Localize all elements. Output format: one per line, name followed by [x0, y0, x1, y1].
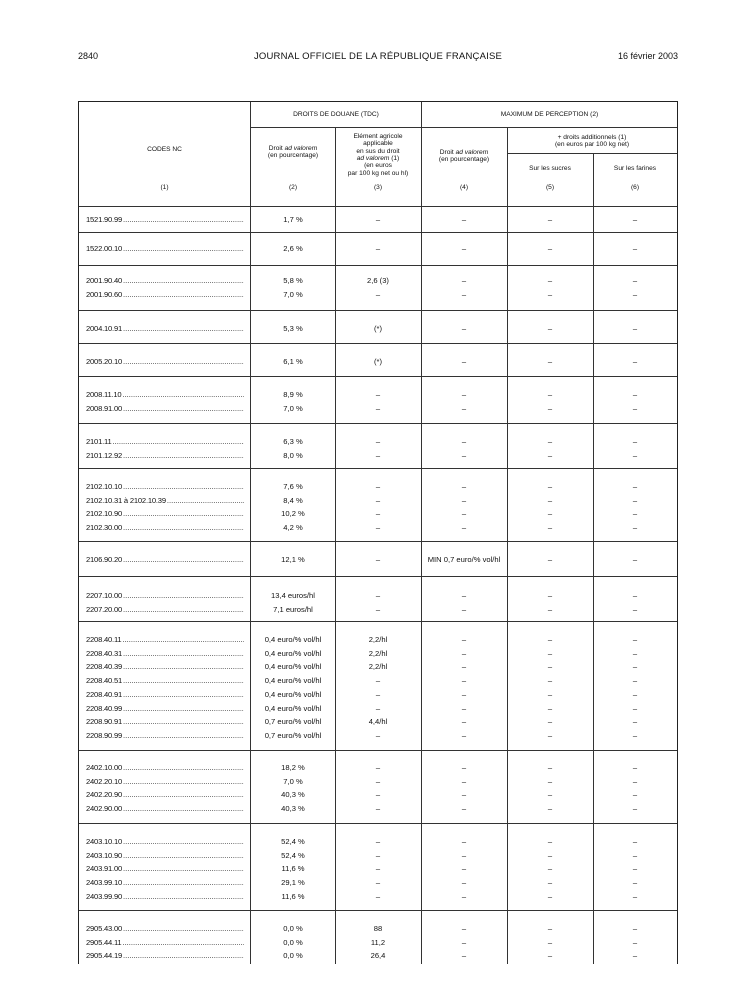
sugar-duty-cell: –: [547, 717, 553, 727]
agricultural-element-cell: 2,6 (3): [367, 276, 389, 285]
flour-duty-cell: –: [632, 591, 638, 600]
sugar-duty-cell: –: [547, 289, 553, 299]
flour-duty-cell: –: [632, 891, 638, 901]
agricultural-element-cell: 88: [373, 924, 383, 933]
table-row: [79, 553, 677, 567]
table-row: [79, 435, 677, 449]
duty-rate-cell: 8,4 %: [283, 495, 303, 505]
duty-rate-cell: 0,4 euro/% vol/hl: [264, 648, 322, 658]
column-number: (4): [459, 184, 469, 192]
row-group: [79, 343, 677, 377]
duty-rate-cell: 1,7 %: [283, 215, 303, 224]
flour-duty-cell: –: [632, 390, 638, 399]
agricultural-element-cell: –: [375, 450, 381, 460]
header-divider: [507, 153, 677, 154]
nc-code-cell: 2102.10.10 .....: [86, 480, 244, 494]
agricultural-element-cell: 2,2/hl: [368, 648, 388, 658]
max-ad-valorem-cell: –: [461, 689, 467, 699]
agricultural-element-cell: –: [375, 437, 381, 446]
nc-code-cell: 2403.10.90 .....: [86, 849, 244, 863]
max-ad-valorem-cell: –: [461, 776, 467, 786]
nc-code-cell: 2001.90.40 .....: [86, 274, 244, 288]
table-row: [79, 802, 677, 816]
table-row: [79, 402, 677, 416]
max-ad-valorem-cell: –: [461, 403, 467, 413]
sugar-duty-cell: –: [547, 482, 553, 491]
flour-duty-cell: –: [632, 937, 638, 947]
flour-duty-cell: –: [632, 450, 638, 460]
nc-code-cell: 2208.90.99 .....: [86, 729, 244, 743]
max-ad-valorem-cell: –: [461, 790, 467, 800]
table-row: [79, 355, 677, 369]
agricultural-element-cell: –: [375, 215, 381, 224]
max-ad-valorem-cell: –: [461, 648, 467, 658]
nc-code-cell: 2208.40.31 .....: [86, 647, 244, 661]
agricultural-element-cell: –: [375, 495, 381, 505]
flour-duty-cell: –: [632, 878, 638, 888]
sugar-duty-cell: –: [547, 555, 553, 564]
table-row: [79, 702, 677, 716]
column-number: (3): [373, 184, 383, 192]
sugar-duty-cell: –: [547, 951, 553, 961]
duty-rate-cell: 0,4 euro/% vol/hl: [264, 703, 322, 713]
agricultural-element-cell: –: [375, 730, 381, 740]
duty-rate-cell: 0,4 euro/% vol/hl: [264, 689, 322, 699]
sugar-duty-cell: –: [547, 703, 553, 713]
flour-duty-cell: –: [632, 215, 638, 224]
max-ad-valorem-cell: –: [461, 495, 467, 505]
table-row: [79, 274, 677, 288]
table-row: [79, 729, 677, 743]
row-group: [79, 376, 677, 424]
duty-rate-cell: 0,7 euro/% vol/hl: [264, 730, 322, 740]
agricultural-element-cell: 2,2/hl: [368, 662, 388, 672]
flour-duty-cell: –: [632, 324, 638, 333]
duty-rate-cell: 8,9 %: [283, 390, 303, 399]
table-row: [79, 647, 677, 661]
agricultural-element-cell: –: [375, 289, 381, 299]
duty-rate-cell: 0,0 %: [283, 937, 303, 947]
flour-duty-cell: –: [632, 676, 638, 686]
agricultural-element-cell: –: [375, 703, 381, 713]
nc-code-cell: 2101.12.92 .....: [86, 449, 244, 463]
nc-code-cell: 2208.90.91 .....: [86, 715, 244, 729]
header-droits-douane: DROITS DE DOUANE (TDC): [293, 110, 379, 118]
table-row: [79, 835, 677, 849]
sugar-duty-cell: –: [547, 850, 553, 860]
agricultural-element-cell: –: [375, 604, 381, 614]
agricultural-element-cell: (*): [373, 324, 382, 333]
flour-duty-cell: –: [632, 509, 638, 519]
flour-duty-cell: –: [632, 776, 638, 786]
nc-code-cell: 2102.10.31 à 2102.10.39 .....: [86, 494, 244, 508]
agricultural-element-cell: –: [375, 403, 381, 413]
agricultural-element-cell: –: [375, 776, 381, 786]
header-droits-additionnels: + droits additionnels (1) (en euros par 100 kg net): [554, 133, 630, 148]
table-row: [79, 288, 677, 302]
max-ad-valorem-cell: –: [461, 604, 467, 614]
flour-duty-cell: –: [632, 482, 638, 491]
duty-rate-cell: 7,0 %: [283, 403, 303, 413]
max-ad-valorem-cell: –: [461, 924, 467, 933]
nc-code-cell: 2402.90.00 .....: [86, 802, 244, 816]
agricultural-element-cell: –: [375, 763, 381, 772]
max-ad-valorem-cell: –: [461, 676, 467, 686]
flour-duty-cell: –: [632, 662, 638, 672]
table-row: [79, 788, 677, 802]
nc-code-cell: 2905.44.11 .....: [86, 936, 244, 950]
duty-rate-cell: 7,0 %: [283, 289, 303, 299]
table-row: [79, 494, 677, 508]
table-row: [79, 876, 677, 890]
nc-code-cell: 2106.90.20 .....: [86, 553, 244, 567]
max-ad-valorem-cell: –: [461, 324, 467, 333]
nc-code-cell: 2102.10.90 .....: [86, 507, 244, 521]
nc-code-cell: 2008.91.00 .....: [86, 402, 244, 416]
sugar-duty-cell: –: [547, 437, 553, 446]
table-row: [79, 936, 677, 950]
table-row: [79, 633, 677, 647]
flour-duty-cell: –: [632, 850, 638, 860]
table-row: [79, 213, 677, 227]
flour-duty-cell: –: [632, 289, 638, 299]
sugar-duty-cell: –: [547, 357, 553, 366]
duty-rate-cell: 4,2 %: [283, 523, 303, 533]
table-row: [79, 660, 677, 674]
max-ad-valorem-cell: –: [461, 730, 467, 740]
duty-rate-cell: 6,1 %: [283, 357, 303, 366]
nc-code-cell: 2005.20.10 .....: [86, 355, 244, 369]
nc-code-cell: 2207.20.00 .....: [86, 603, 244, 617]
nc-code-cell: 2208.40.99 .....: [86, 702, 244, 716]
table-row: [79, 922, 677, 936]
max-ad-valorem-cell: –: [461, 850, 467, 860]
max-ad-valorem-cell: –: [461, 591, 467, 600]
agricultural-element-cell: –: [375, 804, 381, 814]
duty-rate-cell: 0,0 %: [283, 924, 303, 933]
flour-duty-cell: –: [632, 437, 638, 446]
agricultural-element-cell: –: [375, 790, 381, 800]
table-row: [79, 603, 677, 617]
table-row: [79, 775, 677, 789]
row-group: [79, 750, 677, 824]
row-group: [79, 310, 677, 344]
nc-code-cell: 2208.40.91 .....: [86, 688, 244, 702]
agricultural-element-cell: –: [375, 676, 381, 686]
agricultural-element-cell: –: [375, 864, 381, 874]
sugar-duty-cell: –: [547, 276, 553, 285]
max-ad-valorem-cell: –: [461, 276, 467, 285]
header-codes-nc: CODES NC: [147, 146, 182, 154]
sugar-duty-cell: –: [547, 495, 553, 505]
sugar-duty-cell: –: [547, 878, 553, 888]
sugar-duty-cell: –: [547, 244, 553, 253]
nc-code-cell: 2403.99.10 .....: [86, 876, 244, 890]
max-ad-valorem-cell: –: [461, 357, 467, 366]
row-group: [79, 541, 677, 577]
header-col2: Droit ad valorem (en pourcentage): [267, 144, 319, 159]
sugar-duty-cell: –: [547, 662, 553, 672]
duty-rate-cell: 52,4 %: [281, 850, 305, 860]
table-row: [79, 949, 677, 963]
duty-rate-cell: 11,6 %: [281, 891, 305, 901]
sugar-duty-cell: –: [547, 324, 553, 333]
header-col6: Sur les farines: [613, 165, 657, 173]
max-ad-valorem-cell: –: [461, 878, 467, 888]
duty-rate-cell: 0,0 %: [283, 951, 303, 961]
nc-code-cell: 2101.11 .....: [86, 435, 244, 449]
sugar-duty-cell: –: [547, 730, 553, 740]
duty-rate-cell: 7,1 euros/hl: [273, 604, 313, 614]
duty-rate-cell: 29,1 %: [281, 878, 305, 888]
duty-rate-cell: 0,4 euro/% vol/hl: [264, 676, 322, 686]
nc-code-cell: 2102.30.00 .....: [86, 521, 244, 535]
sugar-duty-cell: –: [547, 403, 553, 413]
duty-rate-cell: 6,3 %: [283, 437, 303, 446]
column-number: (6): [630, 184, 640, 192]
header-col5: Sur les sucres: [529, 165, 571, 173]
flour-duty-cell: –: [632, 864, 638, 874]
flour-duty-cell: –: [632, 717, 638, 727]
agricultural-element-cell: –: [375, 555, 381, 564]
agricultural-element-cell: –: [375, 244, 381, 253]
agricultural-element-cell: –: [375, 509, 381, 519]
flour-duty-cell: –: [632, 635, 638, 644]
nc-code-cell: 2208.40.11 .....: [86, 633, 244, 647]
sugar-duty-cell: –: [547, 523, 553, 533]
page-number: 2840: [78, 51, 99, 61]
sugar-duty-cell: –: [547, 763, 553, 772]
nc-code-cell: 2403.10.10 .....: [86, 835, 244, 849]
flour-duty-cell: –: [632, 730, 638, 740]
nc-code-cell: 2008.11.10 .....: [86, 388, 244, 402]
tariff-table: [78, 101, 678, 964]
row-group: [79, 621, 677, 751]
max-ad-valorem-cell: –: [461, 763, 467, 772]
sugar-duty-cell: –: [547, 924, 553, 933]
agricultural-element-cell: –: [375, 482, 381, 491]
max-ad-valorem-cell: –: [461, 662, 467, 672]
column-number: (2): [288, 184, 298, 192]
table-row: [79, 521, 677, 535]
max-ad-valorem-cell: –: [461, 891, 467, 901]
duty-rate-cell: 0,4 euro/% vol/hl: [264, 662, 322, 672]
row-group: [79, 207, 677, 233]
flour-duty-cell: –: [632, 924, 638, 933]
max-ad-valorem-cell: –: [461, 864, 467, 874]
max-ad-valorem-cell: –: [461, 450, 467, 460]
nc-code-cell: 2905.43.00 .....: [86, 922, 244, 936]
row-group: [79, 232, 677, 266]
max-ad-valorem-cell: –: [461, 390, 467, 399]
max-ad-valorem-cell: –: [461, 509, 467, 519]
max-ad-valorem-cell: –: [461, 937, 467, 947]
flour-duty-cell: –: [632, 703, 638, 713]
duty-rate-cell: 5,8 %: [283, 276, 303, 285]
agricultural-element-cell: –: [375, 850, 381, 860]
duty-rate-cell: 0,7 euro/% vol/hl: [264, 717, 322, 727]
sugar-duty-cell: –: [547, 648, 553, 658]
flour-duty-cell: –: [632, 495, 638, 505]
duty-rate-cell: 13,4 euros/hl: [271, 591, 315, 600]
sugar-duty-cell: –: [547, 215, 553, 224]
header-divider: [250, 127, 677, 128]
sugar-duty-cell: –: [547, 790, 553, 800]
max-ad-valorem-cell: –: [461, 717, 467, 727]
table-row: [79, 322, 677, 336]
duty-rate-cell: 11,6 %: [281, 864, 305, 874]
agricultural-element-cell: 26,4: [370, 951, 386, 961]
row-group: [79, 468, 677, 542]
max-ad-valorem-cell: –: [461, 244, 467, 253]
row-group: [79, 823, 677, 911]
sugar-duty-cell: –: [547, 891, 553, 901]
column-number: (1): [160, 184, 169, 192]
row-group: [79, 576, 677, 622]
duty-rate-cell: 12,1 %: [281, 555, 305, 564]
table-row: [79, 242, 677, 256]
nc-code-cell: 1521.90.99 .....: [86, 213, 244, 227]
table-row: [79, 862, 677, 876]
nc-code-cell: 2207.10.00 .....: [86, 589, 244, 603]
duty-rate-cell: 8,0 %: [283, 450, 303, 460]
flour-duty-cell: –: [632, 357, 638, 366]
max-ad-valorem-cell: –: [461, 215, 467, 224]
nc-code-cell: 2402.10.00 .....: [86, 761, 244, 775]
flour-duty-cell: –: [632, 790, 638, 800]
duty-rate-cell: 52,4 %: [281, 837, 305, 846]
nc-code-cell: 2403.91.00 .....: [86, 862, 244, 876]
nc-code-cell: 2403.99.90 .....: [86, 890, 244, 904]
nc-code-cell: 2004.10.91 .....: [86, 322, 244, 336]
agricultural-element-cell: –: [375, 878, 381, 888]
row-group: [79, 910, 677, 964]
sugar-duty-cell: –: [547, 635, 553, 644]
flour-duty-cell: –: [632, 555, 638, 564]
agricultural-element-cell: 2,2/hl: [368, 635, 388, 644]
agricultural-element-cell: –: [375, 837, 381, 846]
sugar-duty-cell: –: [547, 390, 553, 399]
agricultural-element-cell: –: [375, 891, 381, 901]
agricultural-element-cell: 11,2: [370, 937, 386, 947]
table-row: [79, 674, 677, 688]
duty-rate-cell: 7,6 %: [283, 482, 303, 491]
nc-code-cell: 2001.90.60 .....: [86, 288, 244, 302]
table-row: [79, 480, 677, 494]
table-row: [79, 688, 677, 702]
row-group: [79, 423, 677, 469]
flour-duty-cell: –: [632, 951, 638, 961]
flour-duty-cell: –: [632, 523, 638, 533]
flour-duty-cell: –: [632, 648, 638, 658]
row-group: [79, 265, 677, 311]
sugar-duty-cell: –: [547, 450, 553, 460]
max-ad-valorem-cell: –: [461, 951, 467, 961]
max-ad-valorem-cell: –: [461, 703, 467, 713]
max-ad-valorem-cell: MIN 0,7 euro/% vol/hl: [427, 555, 501, 564]
header-col4: Droit ad valorem (en pourcentage): [438, 148, 490, 163]
agricultural-element-cell: –: [375, 523, 381, 533]
table-row: [79, 849, 677, 863]
duty-rate-cell: 10,2 %: [281, 509, 305, 519]
table-row: [79, 507, 677, 521]
duty-rate-cell: 7,0 %: [283, 776, 303, 786]
flour-duty-cell: –: [632, 804, 638, 814]
flour-duty-cell: –: [632, 403, 638, 413]
duty-rate-cell: 40,3 %: [281, 804, 305, 814]
sugar-duty-cell: –: [547, 804, 553, 814]
agricultural-element-cell: –: [375, 390, 381, 399]
sugar-duty-cell: –: [547, 864, 553, 874]
nc-code-cell: 2208.40.39 .....: [86, 660, 244, 674]
duty-rate-cell: 40,3 %: [281, 790, 305, 800]
table-row: [79, 388, 677, 402]
sugar-duty-cell: –: [547, 604, 553, 614]
table-row: [79, 761, 677, 775]
flour-duty-cell: –: [632, 276, 638, 285]
nc-code-cell: 2402.20.90 .....: [86, 788, 244, 802]
sugar-duty-cell: –: [547, 509, 553, 519]
max-ad-valorem-cell: –: [461, 523, 467, 533]
flour-duty-cell: –: [632, 763, 638, 772]
sugar-duty-cell: –: [547, 937, 553, 947]
sugar-duty-cell: –: [547, 676, 553, 686]
max-ad-valorem-cell: –: [461, 837, 467, 846]
agricultural-element-cell: –: [375, 689, 381, 699]
nc-code-cell: 2905.44.19 .....: [86, 949, 244, 963]
table-row: [79, 890, 677, 904]
header-maximum-perception: MAXIMUM DE PERCEPTION (2): [500, 110, 599, 118]
max-ad-valorem-cell: –: [461, 289, 467, 299]
table-row: [79, 449, 677, 463]
page-header: [78, 51, 678, 65]
duty-rate-cell: 0,4 euro/% vol/hl: [264, 635, 322, 644]
max-ad-valorem-cell: –: [461, 635, 467, 644]
publication-date: 16 février 2003: [617, 51, 678, 61]
sugar-duty-cell: –: [547, 776, 553, 786]
duty-rate-cell: 2,6 %: [283, 244, 303, 253]
flour-duty-cell: –: [632, 604, 638, 614]
nc-code-cell: 2208.40.51 .....: [86, 674, 244, 688]
agricultural-element-cell: –: [375, 591, 381, 600]
table-row: [79, 715, 677, 729]
sugar-duty-cell: –: [547, 591, 553, 600]
max-ad-valorem-cell: –: [461, 804, 467, 814]
journal-title: JOURNAL OFFICIEL DE LA RÉPUBLIQUE FRANÇAISE: [253, 51, 503, 62]
agricultural-element-cell: (*): [373, 357, 382, 366]
flour-duty-cell: –: [632, 244, 638, 253]
duty-rate-cell: 18,2 %: [281, 763, 305, 772]
nc-code-cell: 1522.00.10 .....: [86, 242, 244, 256]
duty-rate-cell: 5,3 %: [283, 324, 303, 333]
agricultural-element-cell: 4,4/hl: [368, 717, 388, 727]
table-row: [79, 589, 677, 603]
column-number: (5): [545, 184, 555, 192]
sugar-duty-cell: –: [547, 837, 553, 846]
header-col3: Elément agricole applicable en sus du droit ad valorem (1) (en euros par 100 kg net ou hl): [347, 132, 409, 177]
flour-duty-cell: –: [632, 689, 638, 699]
sugar-duty-cell: –: [547, 689, 553, 699]
nc-code-cell: 2402.20.10 .....: [86, 775, 244, 789]
flour-duty-cell: –: [632, 837, 638, 846]
max-ad-valorem-cell: –: [461, 482, 467, 491]
max-ad-valorem-cell: –: [461, 437, 467, 446]
